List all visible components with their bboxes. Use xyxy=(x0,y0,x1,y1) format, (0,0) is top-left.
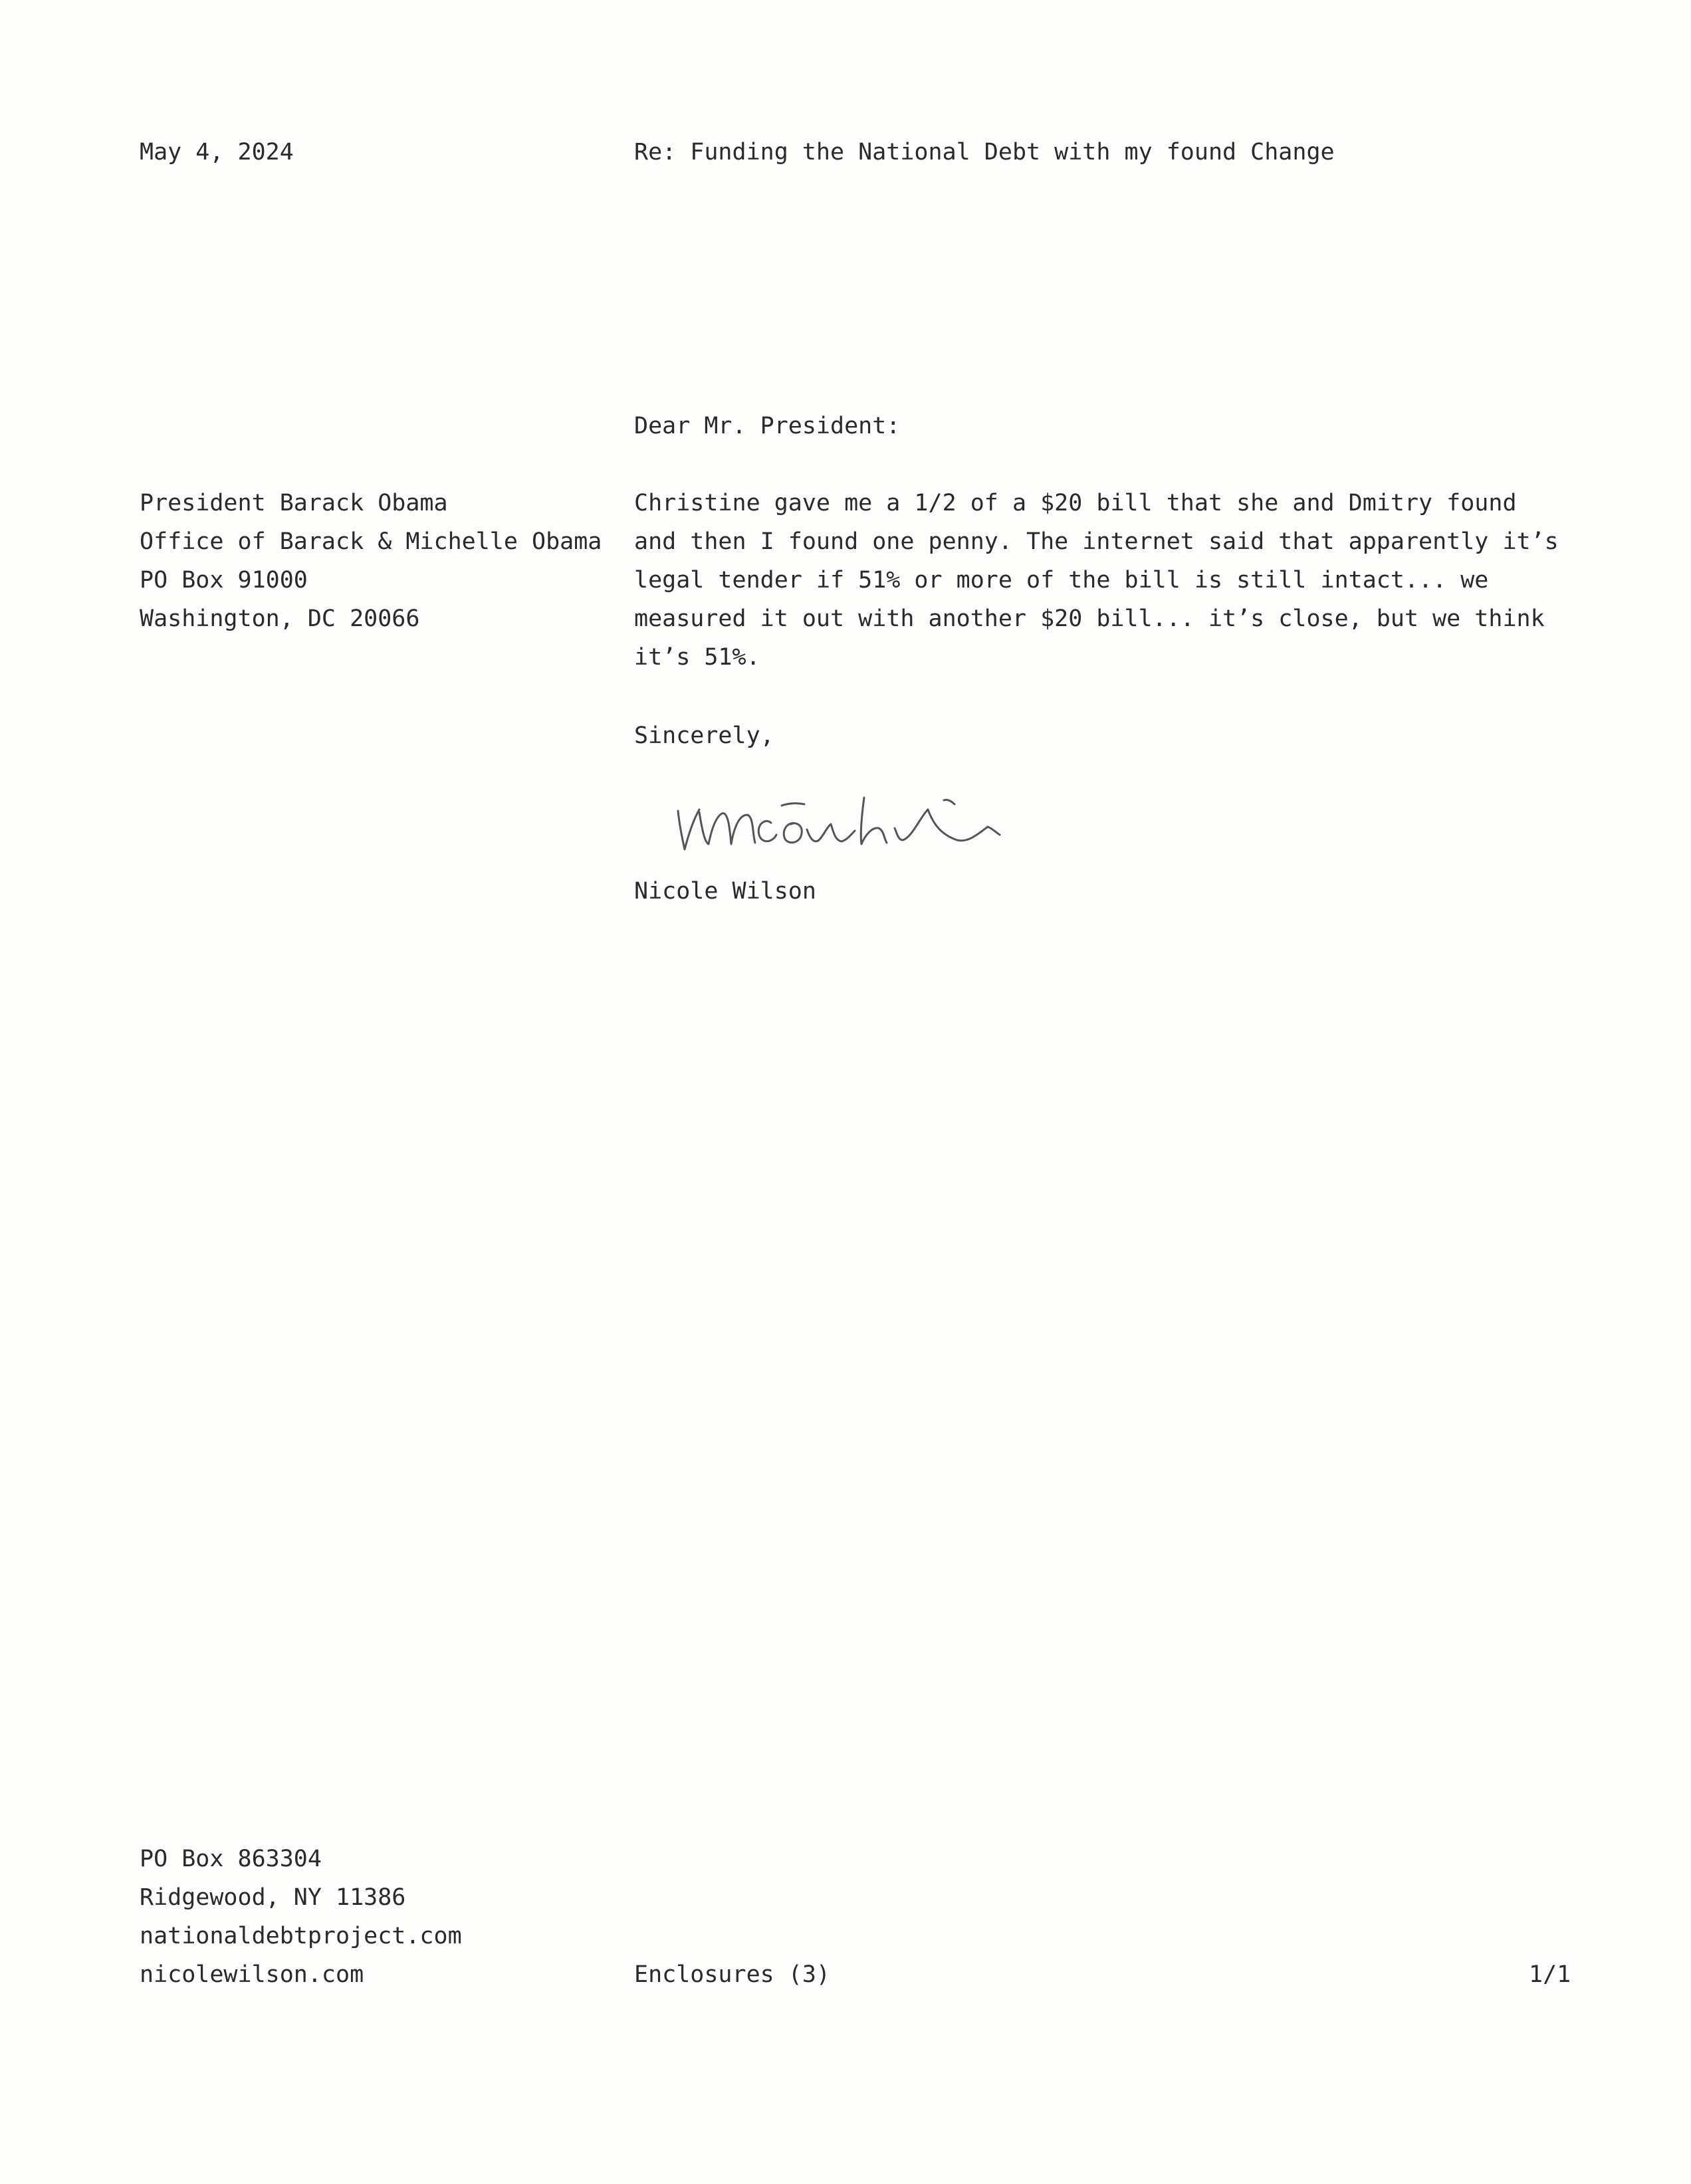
handwritten-signature xyxy=(665,771,1010,864)
sender-po-box: PO Box 863304 xyxy=(140,1846,322,1872)
recipient-city: Washington, DC 20066 xyxy=(140,605,420,632)
sender-website: nationaldebtproject.com xyxy=(140,1923,462,1949)
recipient-address xyxy=(140,484,602,638)
body-line: and then I found one penny. The internet said that apparently it’s xyxy=(634,528,1559,555)
salutation: Dear Mr. President: xyxy=(634,413,901,439)
closing: Sincerely, xyxy=(634,722,774,749)
enclosures-note: Enclosures (3) xyxy=(634,1961,831,1988)
sender-address xyxy=(140,1840,462,1994)
body-line: it’s 51%. xyxy=(634,644,760,671)
sender-city: Ridgewood, NY 11386 xyxy=(140,1884,406,1911)
body-line: Christine gave me a 1/2 of a $20 bill that she and Dmitry found xyxy=(634,490,1517,516)
body-line: measured it out with another $20 bill... it’s close, but we think xyxy=(634,605,1545,632)
body-line: legal tender if 51% or more of the bill is still intact... we xyxy=(634,567,1489,594)
sender-website: nicolewilson.com xyxy=(140,1961,364,1988)
signer-name: Nicole Wilson xyxy=(634,878,816,905)
recipient-office: Office of Barack & Michelle Obama xyxy=(140,528,602,555)
recipient-name: President Barack Obama xyxy=(140,490,448,516)
recipient-po-box: PO Box 91000 xyxy=(140,567,308,594)
page-number: 1/1 xyxy=(1529,1961,1571,1988)
letter-body xyxy=(634,484,1565,677)
letter-date: May 4, 2024 xyxy=(140,139,294,165)
letter-subject: Re: Funding the National Debt with my found Change xyxy=(634,139,1335,165)
